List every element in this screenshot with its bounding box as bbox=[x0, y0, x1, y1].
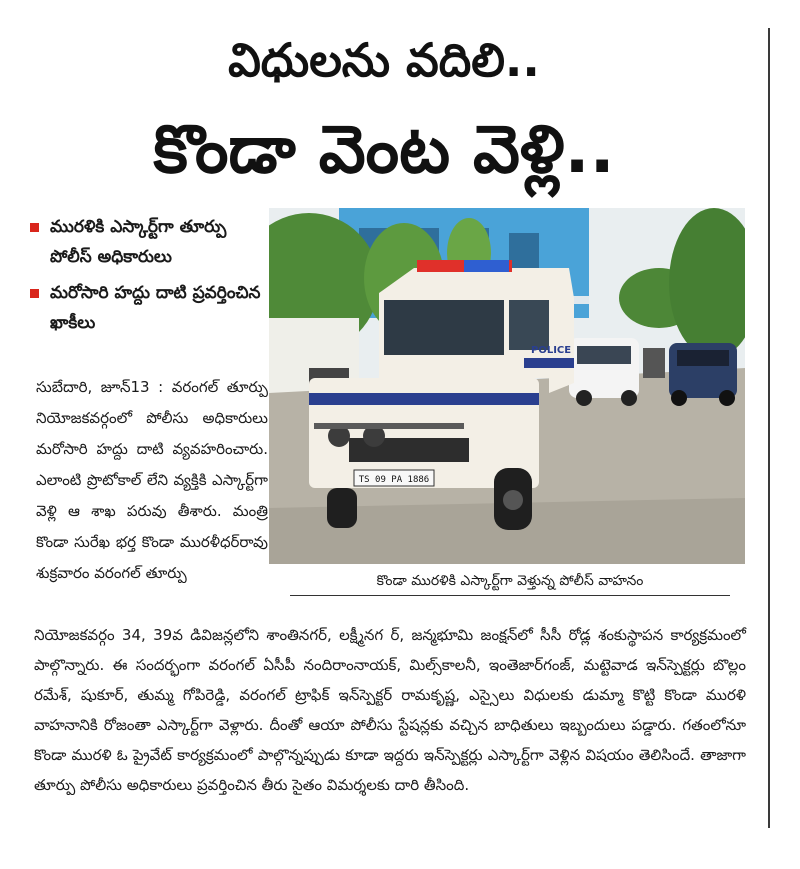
article-intro: సుబేదారి, జూన్13 : వరంగల్ తూర్పు నియోజకవర్గంలో పోలీసు అధికారులు మరోసారి హద్దు దాటి వ్యవహరించారు. ఎలాంటి ప్రొటోకాల్ లేని వ్యక్తికి ఎస్కార్ట్‌గా వెళ్లి ఆ శాఖ పరువు తీశారు. మంత్రి కొండా సురేఖ భర్త కొండా మురళీధర్‌రావు శుక్రవారం వరంగల్ తూర్పు bbox=[36, 378, 268, 582]
photo-caption: కొండా మురళికి ఎస్కార్ట్‌గా వెళ్తున్న పోలీస్ వాహనం bbox=[290, 567, 730, 596]
vehicle-side-text: POLICE bbox=[531, 345, 572, 356]
highlight-item bbox=[30, 212, 262, 272]
headline-line-1: విధులను వదిలి.. bbox=[228, 33, 540, 87]
number-plate: TS 09 PA 1886 bbox=[358, 475, 430, 485]
police-vehicle-photo bbox=[269, 208, 745, 564]
column-rule bbox=[768, 28, 770, 828]
headline-line-2: కొండా వెంట వెళ్లి.. bbox=[153, 111, 615, 188]
bullet-square-icon bbox=[30, 223, 39, 232]
highlight-text: మరోసారి హద్దు దాటి ప్రవర్తించిన ఖాకీలు bbox=[50, 283, 261, 333]
highlight-text: మురళికి ఎస్కార్ట్‌గా తూర్పు పోలీస్ అధికారులు bbox=[50, 217, 227, 267]
news-photo bbox=[269, 208, 745, 564]
bullet-square-icon bbox=[30, 289, 39, 298]
article-body: నియోజకవర్గం 34, 39వ డివిజన్లలోని శాంతినగర్, లక్ష్మీనగ ర్, జన్మభూమి జంక్షన్‌లో సీసీ రోడ్ల శంకుస్థాపన కార్యక్రమంలో పాల్గొన్నారు. ఈ సందర్భంగా వరంగల్ ఏసీపీ నందిరాంనాయక్, మిల్స్‌కాలనీ, ఇంతెజార్‌గంజ్, మట్టెవాడ ఇన్‌స్పెక్టర్లు బొల్లం రమేశ్, షుకూర్, తుమ్మ గోపిరెడ్డి, వరంగల్ ట్రాఫిక్ ఇన్‌స్పెక్టర్ రామకృష్ణ, ఎస్సైలు విధులకు డుమ్మా కొట్టి కొండా మురళి వాహనానికి రోజంతా ఎస్కార్ట్‌గా వెళ్లారు. దీంతో ఆయా పోలీసు స్టేషన్లకు వచ్చిన బాధితులు ఇబ్బందులు పడ్డారు. గతంలోనూ కొండా మురళి ఓ ప్రైవేట్ కార్యక్రమంలో పాల్గొన్నప్పుడు కూడా ఇద్దరు ఇన్‌స్పెక్టర్లు ఎస్కార్ట్‌గా వెళ్లిన విషయం తెలిసిందే. తాజాగా తూర్పు పోలీసు అధికారులు ప్రవర్తించిన తీరు సైతం విమర్శలకు దారి తీసింది. bbox=[34, 626, 746, 794]
highlights-list bbox=[30, 212, 262, 344]
highlight-item bbox=[30, 278, 262, 338]
